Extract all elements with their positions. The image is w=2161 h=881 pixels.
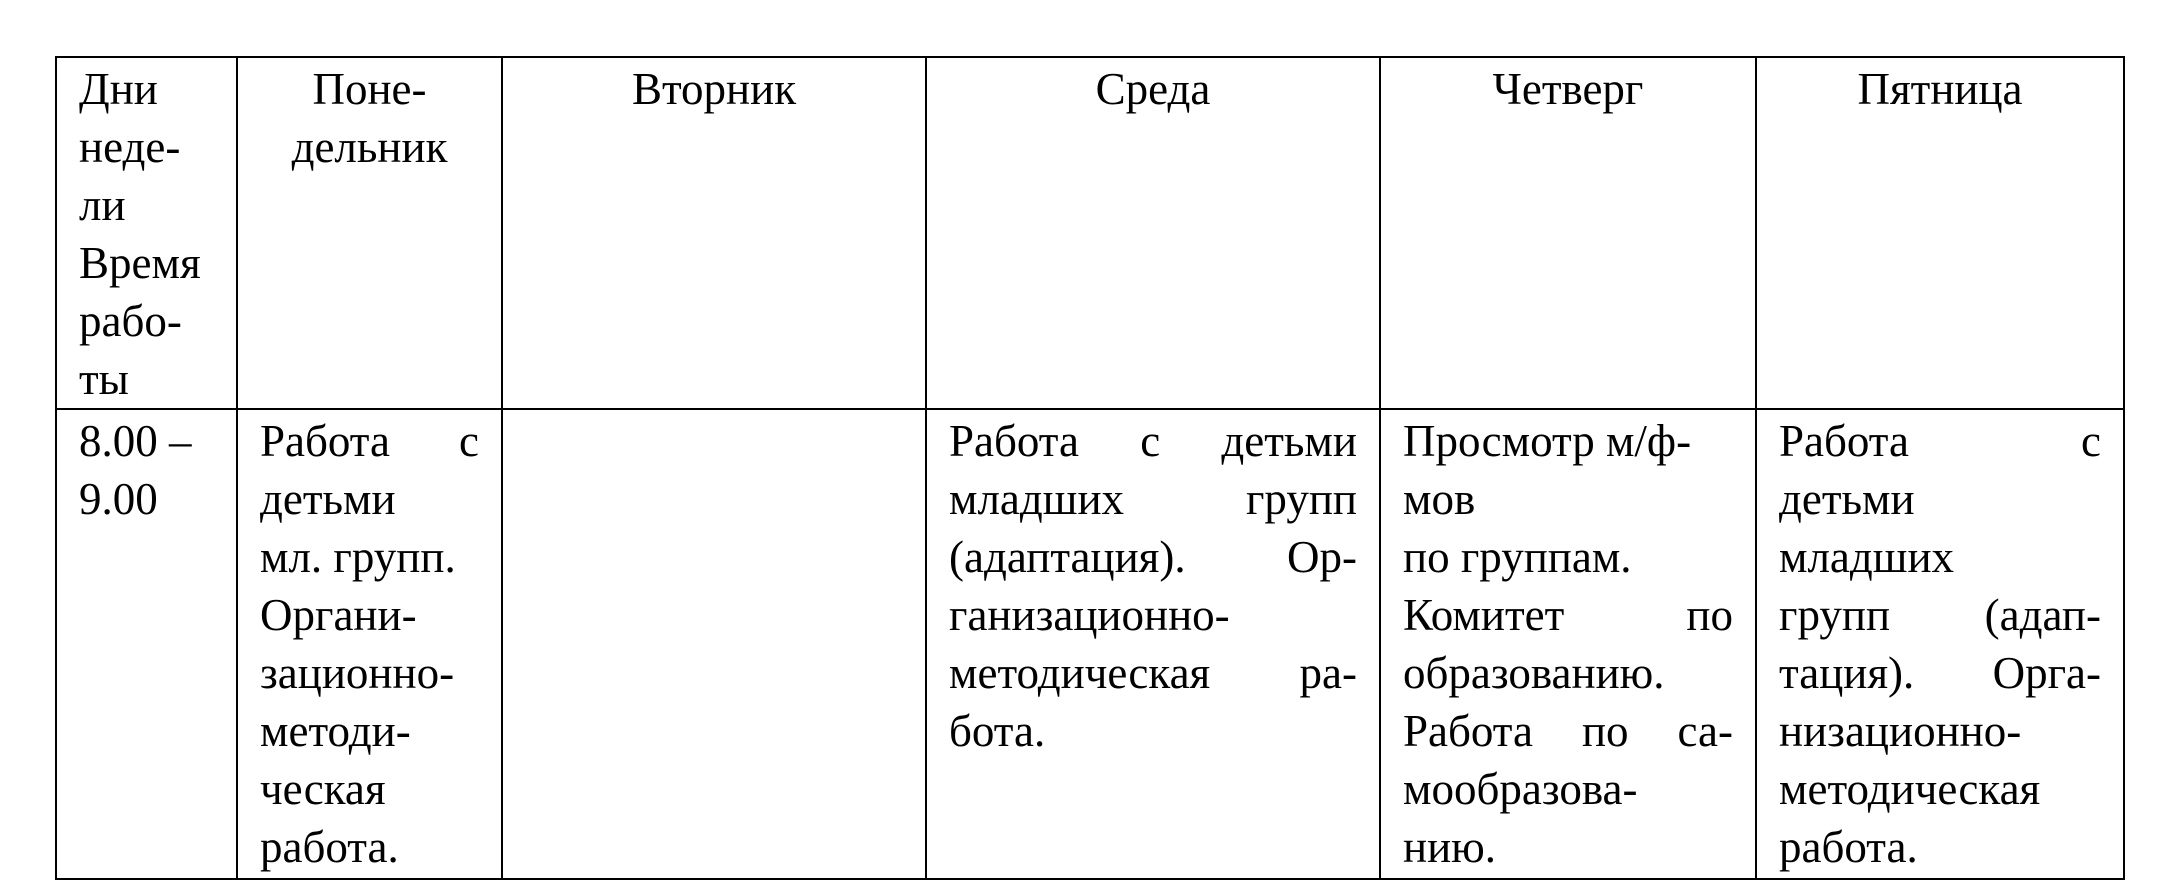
cell-text-line: работа.: [260, 822, 399, 872]
cell-text-line: Пятница: [1857, 64, 2023, 114]
cell-text-line: рабо-: [79, 296, 182, 346]
corner-header-cell: [56, 57, 237, 409]
header-cell-thursday: [1380, 57, 1756, 409]
cell-text-line: Вторник: [631, 64, 797, 114]
cell-text-line: Среда: [1095, 64, 1211, 114]
cell-monday: [237, 409, 502, 879]
header-cell-friday: [1756, 57, 2124, 409]
cell-text-line: низационно-: [1779, 706, 2022, 756]
cell-text-line: Просмотр м/ф-: [1403, 416, 1692, 466]
cell-text-line: (адаптация). Ор-: [949, 532, 1357, 582]
cell-text-line: 9.00: [79, 474, 158, 524]
cell-text-line: методическая ра-: [949, 648, 1357, 698]
cell-text-line: по группам.: [1403, 532, 1632, 582]
cell-text-line: мов: [1403, 474, 1476, 524]
cell-text-line: младших: [1779, 532, 1955, 582]
cell-text-line: дельник: [291, 122, 448, 172]
cell-text-line: образованию.: [1403, 648, 1665, 698]
cell-text-line: детьми: [1779, 474, 1915, 524]
cell-text-line: Органи-: [260, 590, 417, 640]
cell-text-line: Работа с: [260, 416, 479, 466]
cell-text-line: мообразова-: [1403, 764, 1638, 814]
schedule-table: [55, 56, 2125, 880]
cell-text-line: Поне-: [312, 64, 427, 114]
cell-text-line: тация). Орга-: [1779, 648, 2101, 698]
cell-text-line: работа.: [1779, 822, 1918, 872]
cell-text-line: зационно-: [260, 648, 455, 698]
cell-text-line: методи-: [260, 706, 411, 756]
header-cell-tuesday: [502, 57, 926, 409]
cell-text-line: групп (адап-: [1779, 590, 2101, 640]
cell-wednesday: [926, 409, 1380, 879]
cell-friday: [1756, 409, 2124, 879]
header-row: [56, 57, 2124, 409]
cell-text-line: 8.00 –: [79, 416, 192, 466]
cell-text-line: нию.: [1403, 822, 1497, 872]
cell-text-line: детьми: [260, 474, 396, 524]
cell-text-line: младших групп: [949, 474, 1357, 524]
cell-text-line: методическая: [1779, 764, 2041, 814]
cell-text-line: ли: [79, 180, 126, 230]
cell-text-line: мл. групп.: [260, 532, 456, 582]
cell-text-line: Работа с: [1779, 416, 2101, 466]
time-cell: [56, 409, 237, 879]
header-cell-wednesday: [926, 57, 1380, 409]
cell-text-line: бота.: [949, 706, 1046, 756]
cell-text-line: Дни: [79, 64, 158, 114]
cell-text-line: Четверг: [1492, 64, 1644, 114]
cell-text-line: неде-: [79, 122, 181, 172]
cell-text-line: Работа по са-: [1403, 706, 1733, 756]
cell-text-line: ческая: [260, 764, 386, 814]
header-cell-monday: [237, 57, 502, 409]
cell-text-line: Время: [79, 238, 201, 288]
cell-tuesday: [502, 409, 926, 879]
cell-text-line: ганизационно-: [949, 590, 1230, 640]
cell-text-line: ты: [79, 354, 129, 404]
table-row: [56, 409, 2124, 879]
cell-thursday: [1380, 409, 1756, 879]
cell-text-line: Работа с детьми: [949, 416, 1357, 466]
cell-text-line: Комитет по: [1403, 590, 1733, 640]
